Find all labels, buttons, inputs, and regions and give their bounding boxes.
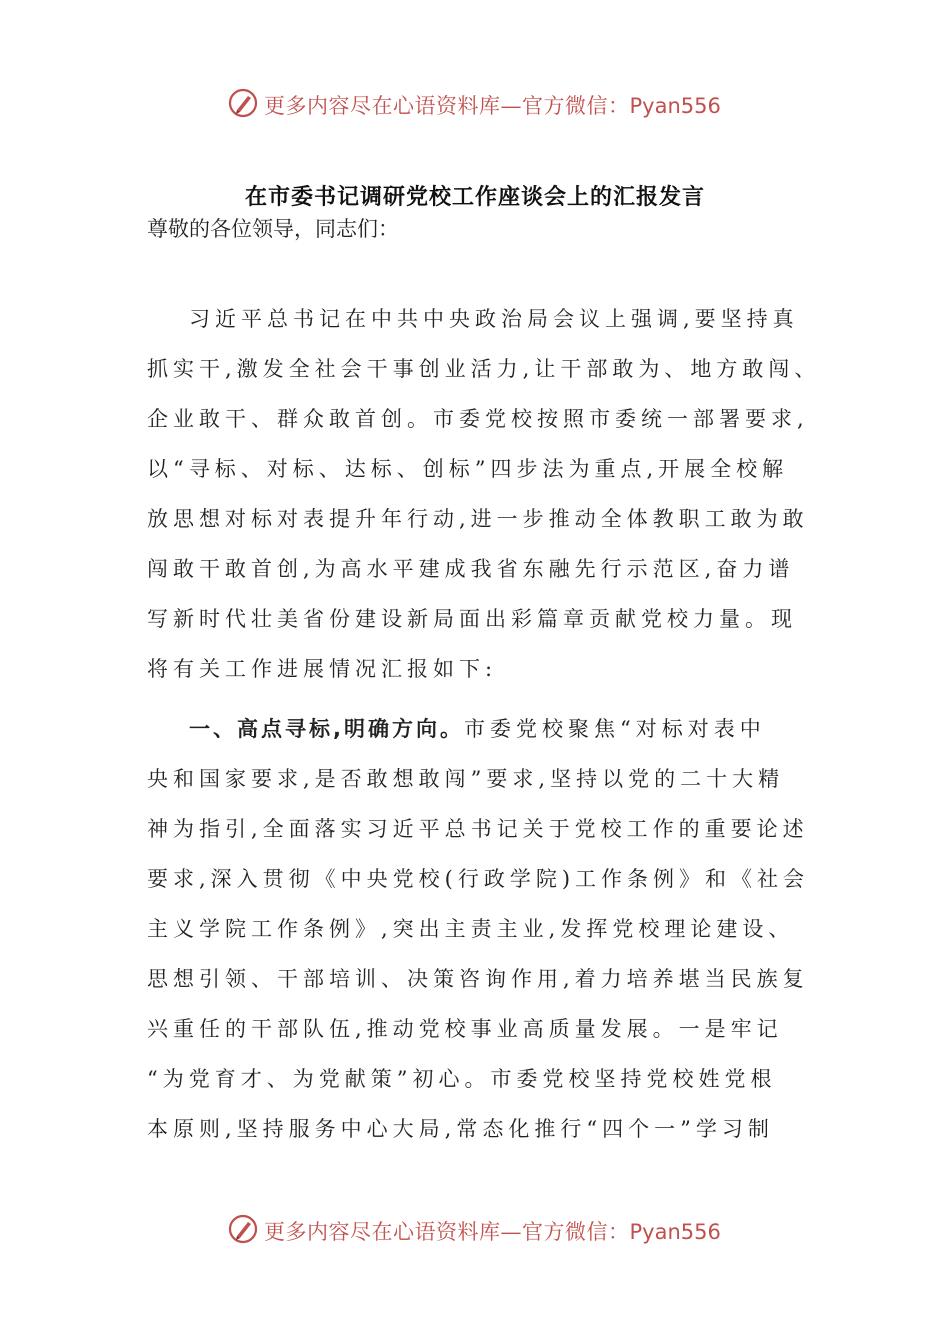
paragraph-line: 闯敢干敢首创,为高水平建成我省东融先行示范区,奋力谱	[147, 557, 795, 581]
paragraph-section-1	[147, 704, 827, 1164]
paragraph-line: 央和国家要求,是否敢想敢闯”要求,坚持以党的二十大精	[147, 767, 785, 791]
paragraph-line: 习近平总书记在中共中央政治局会议上强调,要坚持真	[189, 307, 799, 331]
paragraph-line: 放思想对标对表提升年行动,进一步推动全体教职工敢为敢	[147, 507, 809, 531]
document-title: 在市委书记调研党校工作座谈会上的汇报发言	[244, 185, 705, 210]
paragraph-line: 主义学院工作条例》,突出主责主业,发挥党校理论建设、	[147, 917, 795, 941]
header-banner	[0, 84, 950, 124]
paragraph-intro	[147, 294, 827, 694]
paragraph-line: 神为指引,全面落实习近平总书记关于党校工作的重要论述	[147, 817, 809, 841]
paragraph-line: 抓实干,激发全社会干事创业活力,让干部敢为、地方敢闯、	[147, 357, 821, 381]
paragraph-line	[147, 704, 827, 754]
paragraph-text: 市委党校聚焦“对标对表中	[463, 717, 766, 741]
paragraph-line: 写新时代壮美省份建设新局面出彩篇章贡献党校力量。现	[147, 607, 797, 631]
paragraph-line: 要求,深入贯彻《中央党校(行政学院)工作条例》和《社会	[147, 867, 810, 891]
pen-logo-icon	[228, 1214, 258, 1244]
pen-logo-icon	[228, 88, 258, 118]
paragraph-line: 企业敢干、群众敢首创。市委党校按照市委统一部署要求,	[147, 407, 809, 431]
paragraph-line: “为党育才、为党献策”初心。市委党校坚持党校姓党根	[147, 1067, 777, 1091]
salutation: 尊敬的各位领导，同志们：	[147, 217, 399, 241]
wechat-id: Pyan556	[629, 94, 721, 118]
paragraph-line: 以“寻标、对标、达标、创标”四步法为重点,开展全校解	[147, 457, 789, 481]
banner-text: 更多内容尽在心语资料库—官方微信：Pyan556	[264, 94, 721, 118]
banner-text: 更多内容尽在心语资料库—官方微信：Pyan556	[264, 1220, 721, 1244]
section-heading: 一、高点寻标,明确方向。	[189, 717, 464, 741]
paragraph-line: 思想引领、干部培训、决策咨询作用,着力培养堪当民族复	[147, 967, 809, 991]
wechat-id: Pyan556	[629, 1220, 721, 1244]
paragraph-line: 将有关工作进展情况汇报如下:	[147, 657, 498, 681]
footer-banner	[0, 1210, 950, 1250]
paragraph-line: 兴重任的干部队伍,推动党校事业高质量发展。一是牢记	[147, 1017, 783, 1041]
paragraph-line: 本原则,坚持服务中心大局,常态化推行“四个一”学习制	[147, 1117, 774, 1141]
